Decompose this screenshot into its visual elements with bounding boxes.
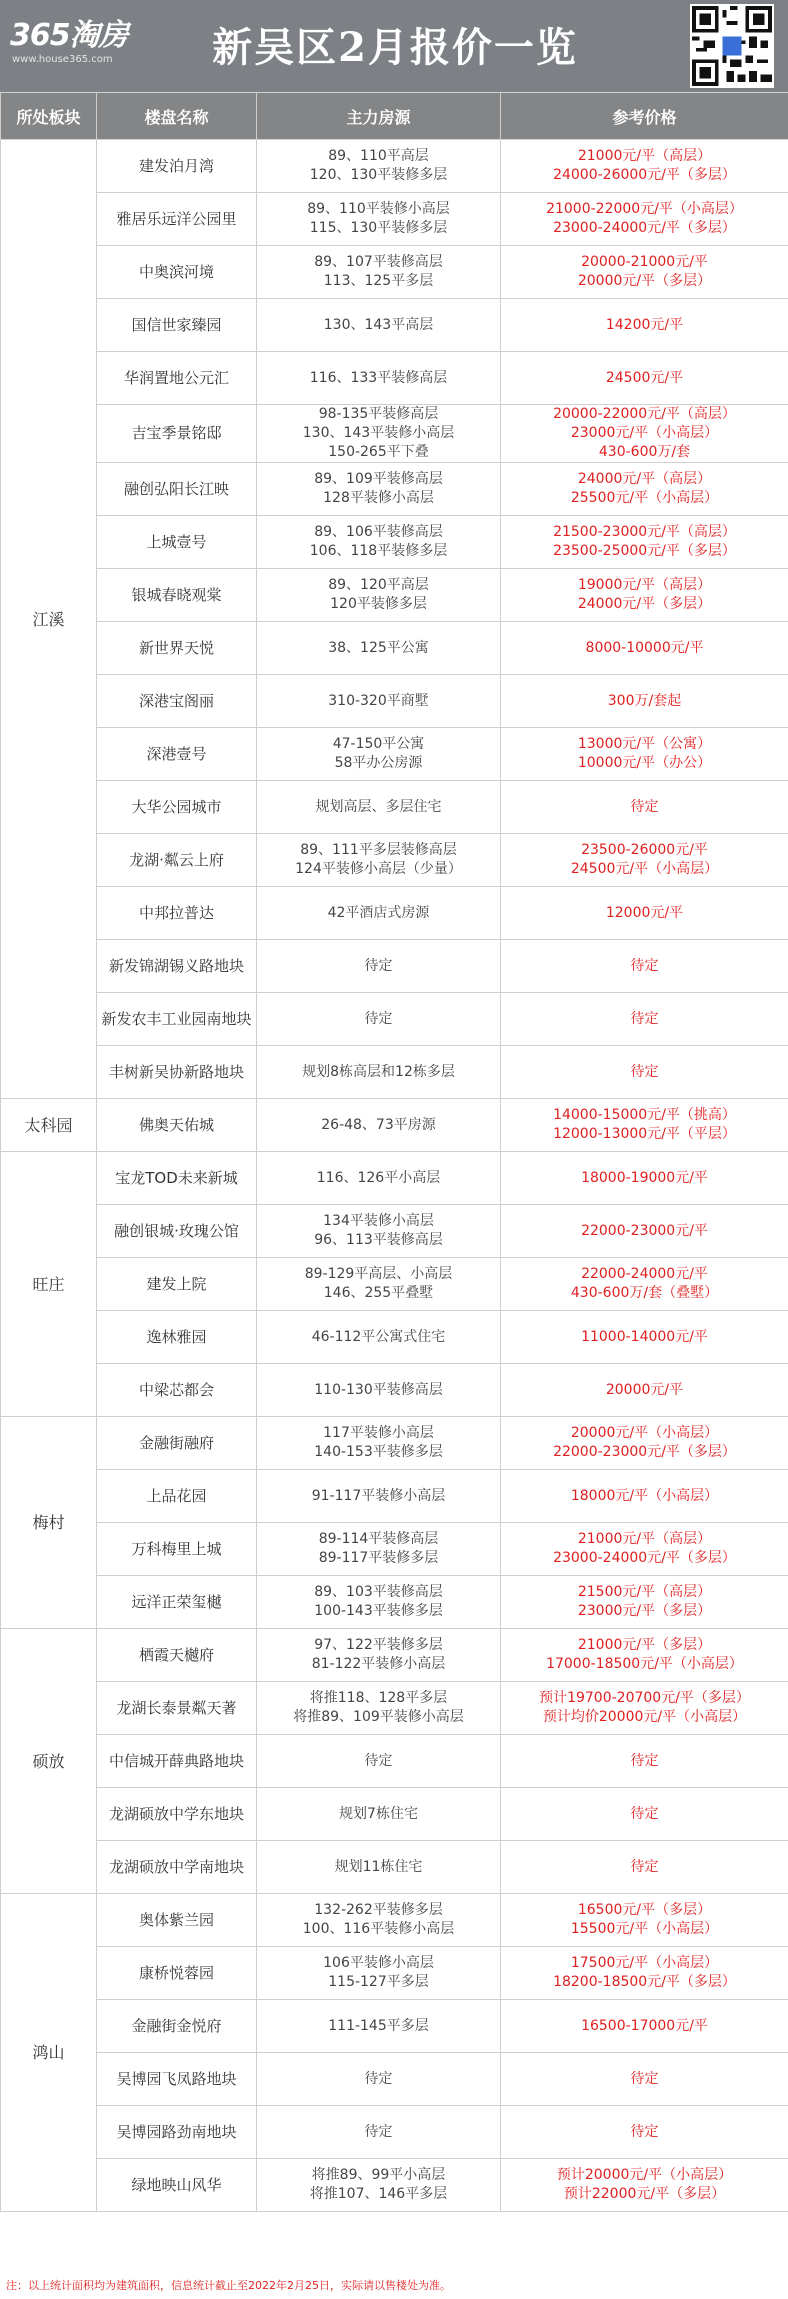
unit-line: 89、106平装修高层 <box>314 524 443 540</box>
unit-line: 将推107、146平多层 <box>309 2186 448 2202</box>
unit-line: 115、130平装修多层 <box>309 220 448 236</box>
project-name-cell: 龙湖硕放中学南地块 <box>97 1841 257 1894</box>
project-name-cell: 吴博园飞凤路地块 <box>97 2053 257 2106</box>
unit-line: 128平装修小高层 <box>323 490 434 506</box>
price-cell <box>501 1735 788 1788</box>
table-row <box>1 1629 788 1682</box>
project-name-cell: 万科梅里上城 <box>97 1523 257 1576</box>
main-units-cell <box>257 1470 501 1523</box>
table-row <box>1 299 788 352</box>
unit-line: 116、126平小高层 <box>316 1169 441 1186</box>
project-name-cell: 中奥滨河境 <box>97 246 257 299</box>
main-units-cell <box>257 516 501 569</box>
table-row <box>1 1364 788 1417</box>
project-name-cell: 逸林雅园 <box>97 1311 257 1364</box>
table-row <box>1 1470 788 1523</box>
column-header-price: 参考价格 <box>501 93 788 140</box>
price-cell <box>501 1894 788 1947</box>
qr-code-icon <box>690 4 774 88</box>
price-cell <box>501 1205 788 1258</box>
project-name-cell: 康桥悦蓉园 <box>97 1947 257 2000</box>
table-row <box>1 1258 788 1311</box>
price-line: 430-600万/套（叠墅） <box>570 1285 719 1301</box>
project-name-cell: 大华公园城市 <box>97 781 257 834</box>
unit-line: 89、109平装修高层 <box>314 471 443 487</box>
table-row <box>1 1841 788 1894</box>
unit-line: 96、113平装修高层 <box>314 1232 443 1248</box>
project-name-cell: 新世界天悦 <box>97 622 257 675</box>
price-line: 20000-21000元/平 <box>581 254 708 270</box>
unit-line: 89、107平装修高层 <box>314 254 443 270</box>
project-name-cell: 吉宝季景铭邸 <box>97 405 257 463</box>
main-units-cell <box>257 834 501 887</box>
main-units-cell <box>257 140 501 193</box>
project-name-cell: 奥体紫兰园 <box>97 1894 257 1947</box>
main-units-cell <box>257 887 501 940</box>
table-row <box>1 352 788 405</box>
table-header-row <box>1 93 788 140</box>
price-line: 20000-22000元/平（高层） <box>553 406 736 422</box>
unit-line: 待定 <box>364 1010 393 1027</box>
table-row <box>1 728 788 781</box>
project-name-cell: 中邦拉普达 <box>97 887 257 940</box>
price-line: 待定 <box>630 2123 659 2140</box>
table-row <box>1 1311 788 1364</box>
unit-line: 130、143平高层 <box>323 316 434 333</box>
unit-line: 89-129平高层、小高层 <box>304 1266 453 1282</box>
unit-line: 146、255平叠墅 <box>323 1285 434 1301</box>
price-line: 待定 <box>630 1063 659 1080</box>
price-cell <box>501 1523 788 1576</box>
price-cell <box>501 569 788 622</box>
price-line: 20000元/平（小高层） <box>570 1425 719 1441</box>
table-row <box>1 1576 788 1629</box>
project-name-cell: 宝龙TOD未来新城 <box>97 1152 257 1205</box>
price-cell <box>501 1788 788 1841</box>
project-name-cell: 上品花园 <box>97 1470 257 1523</box>
main-units-cell <box>257 1311 501 1364</box>
unit-line: 89、120平高层 <box>328 577 429 593</box>
unit-line: 待定 <box>364 957 393 974</box>
region-cell: 太科园 <box>1 1099 97 1152</box>
project-name-cell: 新发锦湖锡义路地块 <box>97 940 257 993</box>
price-table-container <box>0 92 788 2212</box>
unit-line: 待定 <box>364 2070 393 2087</box>
table-row <box>1 2000 788 2053</box>
project-name-cell: 银城春晓观棠 <box>97 569 257 622</box>
price-line: 23000元/平（多层） <box>577 1603 712 1619</box>
price-line: 22000-24000元/平 <box>581 1266 708 1282</box>
price-line: 22000-23000元/平 <box>581 1222 708 1239</box>
price-cell <box>501 463 788 516</box>
price-line: 待定 <box>630 1858 659 1875</box>
unit-line: 106、118平装修多层 <box>309 543 448 559</box>
unit-line: 116、133平装修高层 <box>309 369 448 386</box>
table-row <box>1 463 788 516</box>
project-name-cell: 吴博园路劲南地块 <box>97 2106 257 2159</box>
price-line: 预计均价20000元/平（小高层） <box>542 1709 747 1725</box>
price-line: 13000元/平（公寓） <box>577 736 712 752</box>
price-cell <box>501 728 788 781</box>
main-units-cell <box>257 246 501 299</box>
unit-line: 81-122平装修小高层 <box>311 1656 446 1672</box>
price-cell <box>501 352 788 405</box>
project-name-cell: 龙湖·粼云上府 <box>97 834 257 887</box>
main-units-cell <box>257 405 501 463</box>
price-line: 待定 <box>630 1752 659 1769</box>
main-units-cell <box>257 2053 501 2106</box>
page-title: 新吴区2月报价一览 <box>212 24 578 71</box>
table-row <box>1 781 788 834</box>
price-line: 20000元/平 <box>605 1381 684 1398</box>
main-units-cell <box>257 1417 501 1470</box>
unit-line: 规划11栋住宅 <box>334 1858 423 1875</box>
main-units-cell <box>257 1205 501 1258</box>
project-name-cell: 新发农丰工业园南地块 <box>97 993 257 1046</box>
price-line: 17000-18500元/平（小高层） <box>546 1656 743 1672</box>
brand-logo: 365淘房 <box>10 18 128 53</box>
table-row <box>1 1682 788 1735</box>
table-row <box>1 1152 788 1205</box>
main-units-cell <box>257 781 501 834</box>
unit-line: 89、110平高层 <box>328 148 429 164</box>
price-line: 24000元/平（高层） <box>577 471 712 487</box>
project-name-cell: 华润置地公元汇 <box>97 352 257 405</box>
unit-line: 将推118、128平多层 <box>309 1690 448 1706</box>
project-name-cell: 深港壹号 <box>97 728 257 781</box>
project-name-cell: 金融街融府 <box>97 1417 257 1470</box>
unit-line: 134平装修小高层 <box>323 1213 434 1229</box>
price-line: 待定 <box>630 2070 659 2087</box>
price-cell <box>501 1311 788 1364</box>
project-name-cell: 融创银城·玫瑰公馆 <box>97 1205 257 1258</box>
unit-line: 26-48、73平房源 <box>321 1116 436 1133</box>
project-name-cell: 深港宝阁丽 <box>97 675 257 728</box>
project-name-cell: 栖霞天樾府 <box>97 1629 257 1682</box>
price-cell <box>501 2106 788 2159</box>
price-cell <box>501 140 788 193</box>
column-header-name: 楼盘名称 <box>97 93 257 140</box>
table-row <box>1 1046 788 1099</box>
price-line: 预计22000元/平（多层） <box>563 2186 726 2202</box>
table-row <box>1 887 788 940</box>
price-line: 21500元/平（高层） <box>577 1584 712 1600</box>
price-cell <box>501 1152 788 1205</box>
project-name-cell: 金融街金悦府 <box>97 2000 257 2053</box>
price-cell <box>501 516 788 569</box>
price-cell <box>501 1046 788 1099</box>
price-line: 14000-15000元/平（挑高） <box>553 1107 736 1123</box>
price-line: 25500元/平（小高层） <box>570 490 719 506</box>
table-row <box>1 622 788 675</box>
unit-line: 将推89、109平装修小高层 <box>293 1709 464 1725</box>
main-units-cell <box>257 1099 501 1152</box>
project-name-cell: 绿地映山风华 <box>97 2159 257 2212</box>
unit-line: 38、125平公寓 <box>328 639 429 656</box>
price-line: 22000-23000元/平（多层） <box>553 1444 736 1460</box>
region-cell: 旺庄 <box>1 1152 97 1417</box>
unit-line: 46-112平公寓式住宅 <box>311 1328 446 1345</box>
table-row <box>1 2106 788 2159</box>
price-line: 10000元/平（办公） <box>577 755 712 771</box>
unit-line: 115-127平多层 <box>328 1974 429 1990</box>
project-name-cell: 丰树新吴协新路地块 <box>97 1046 257 1099</box>
main-units-cell <box>257 1788 501 1841</box>
table-body <box>1 140 788 2212</box>
unit-line: 111-145平多层 <box>328 2017 429 2034</box>
price-line: 8000-10000元/平 <box>585 639 704 656</box>
price-cell <box>501 2000 788 2053</box>
table-row <box>1 1205 788 1258</box>
unit-line: 89、111平多层装修高层 <box>300 842 457 858</box>
table-row <box>1 569 788 622</box>
price-line: 18000-19000元/平 <box>581 1169 708 1186</box>
price-line: 24000元/平（多层） <box>577 596 712 612</box>
unit-line: 124平装修小高层（少量） <box>295 861 462 877</box>
main-units-cell <box>257 1576 501 1629</box>
price-cell <box>501 940 788 993</box>
main-units-cell <box>257 569 501 622</box>
price-cell <box>501 405 788 463</box>
unit-line: 42平酒店式房源 <box>327 904 430 921</box>
unit-line: 110-130平装修高层 <box>314 1381 443 1398</box>
unit-line: 待定 <box>364 1752 393 1769</box>
table-row <box>1 140 788 193</box>
price-line: 21500-23000元/平（高层） <box>553 524 736 540</box>
footnote: 注：以上统计面积均为建筑面积，信息统计截止至2022年2月25日，实际请以售楼处为准。 <box>0 2272 788 2299</box>
main-units-cell <box>257 2106 501 2159</box>
table-row <box>1 246 788 299</box>
price-table <box>0 92 788 2212</box>
price-cell <box>501 1629 788 1682</box>
price-line: 300万/套起 <box>607 692 682 709</box>
main-units-cell <box>257 463 501 516</box>
project-name-cell: 建发上院 <box>97 1258 257 1311</box>
price-line: 待定 <box>630 957 659 974</box>
project-name-cell: 中梁芯都会 <box>97 1364 257 1417</box>
table-row <box>1 193 788 246</box>
price-cell <box>501 246 788 299</box>
price-cell <box>501 1841 788 1894</box>
main-units-cell <box>257 1682 501 1735</box>
table-row <box>1 405 788 463</box>
main-units-cell <box>257 728 501 781</box>
price-cell <box>501 1470 788 1523</box>
unit-line: 100-143平装修多层 <box>314 1603 443 1619</box>
table-row <box>1 675 788 728</box>
project-name-cell: 上城壹号 <box>97 516 257 569</box>
unit-line: 140-153平装修多层 <box>314 1444 443 1460</box>
table-row <box>1 1947 788 2000</box>
price-line: 23000-24000元/平（多层） <box>553 220 736 236</box>
header-banner <box>0 0 788 92</box>
price-line: 12000元/平 <box>605 904 684 921</box>
unit-line: 待定 <box>364 2123 393 2140</box>
unit-line: 98-135平装修高层 <box>318 406 439 422</box>
unit-line: 规划7栋住宅 <box>339 1805 418 1822</box>
unit-line: 120平装修多层 <box>330 596 427 612</box>
price-line: 12000-13000元/平（平层） <box>553 1126 736 1142</box>
main-units-cell <box>257 1152 501 1205</box>
price-line: 21000元/平（高层） <box>577 1531 712 1547</box>
price-cell <box>501 1682 788 1735</box>
main-units-cell <box>257 1523 501 1576</box>
price-cell <box>501 781 788 834</box>
main-units-cell <box>257 1894 501 1947</box>
main-units-cell <box>257 352 501 405</box>
unit-line: 130、143平装修小高层 <box>302 425 455 441</box>
price-cell <box>501 1947 788 2000</box>
table-row <box>1 1788 788 1841</box>
price-line: 14200元/平 <box>605 316 684 333</box>
price-cell <box>501 887 788 940</box>
unit-line: 132-262平装修多层 <box>314 1902 443 1918</box>
price-line: 18200-18500元/平（多层） <box>553 1974 736 1990</box>
price-line: 21000元/平（多层） <box>577 1637 712 1653</box>
table-row <box>1 1735 788 1788</box>
project-name-cell: 佛奥天佑城 <box>97 1099 257 1152</box>
price-line: 待定 <box>630 798 659 815</box>
unit-line: 150-265平下叠 <box>328 444 429 460</box>
project-name-cell: 龙湖长泰景粼天著 <box>97 1682 257 1735</box>
main-units-cell <box>257 1735 501 1788</box>
table-row <box>1 1417 788 1470</box>
unit-line: 将推89、99平小高层 <box>311 2167 446 2183</box>
price-cell <box>501 834 788 887</box>
main-units-cell <box>257 993 501 1046</box>
price-line: 16500-17000元/平 <box>581 2017 708 2034</box>
price-line: 待定 <box>630 1010 659 1027</box>
main-units-cell <box>257 1046 501 1099</box>
main-units-cell <box>257 1258 501 1311</box>
unit-line: 89、103平装修高层 <box>314 1584 443 1600</box>
region-cell: 鸿山 <box>1 1894 97 2212</box>
region-cell: 硕放 <box>1 1629 97 1894</box>
table-row <box>1 2053 788 2106</box>
unit-line: 89、110平装修小高层 <box>307 201 450 217</box>
price-cell <box>501 2159 788 2212</box>
project-name-cell: 融创弘阳长江映 <box>97 463 257 516</box>
table-row <box>1 2159 788 2212</box>
unit-line: 97、122平装修多层 <box>314 1637 443 1653</box>
price-line: 15500元/平（小高层） <box>570 1921 719 1937</box>
price-line: 预计20000元/平（小高层） <box>556 2167 733 2183</box>
price-line: 待定 <box>630 1805 659 1822</box>
unit-line: 100、116平装修小高层 <box>302 1921 455 1937</box>
price-cell <box>501 675 788 728</box>
price-cell <box>501 1576 788 1629</box>
unit-line: 310-320平商墅 <box>328 692 429 709</box>
unit-line: 106平装修小高层 <box>323 1955 434 1971</box>
main-units-cell <box>257 1629 501 1682</box>
project-name-cell: 中信城开薛典路地块 <box>97 1735 257 1788</box>
main-units-cell <box>257 2000 501 2053</box>
price-line: 23500-25000元/平（多层） <box>553 543 736 559</box>
unit-line: 规划高层、多层住宅 <box>315 798 442 815</box>
price-cell <box>501 299 788 352</box>
price-line: 19000元/平（高层） <box>577 577 712 593</box>
price-line: 24500元/平 <box>605 369 684 386</box>
unit-line: 89-114平装修高层 <box>318 1531 439 1547</box>
price-cell <box>501 1099 788 1152</box>
main-units-cell <box>257 1364 501 1417</box>
price-line: 21000-22000元/平（小高层） <box>546 201 743 217</box>
price-line: 23000元/平（小高层） <box>570 425 719 441</box>
column-header-source: 主力房源 <box>257 93 501 140</box>
table-row <box>1 940 788 993</box>
unit-line: 58平办公房源 <box>334 755 423 771</box>
unit-line: 规划8栋高层和12栋多层 <box>302 1063 455 1080</box>
project-name-cell: 国信世家臻园 <box>97 299 257 352</box>
unit-line: 117平装修小高层 <box>323 1425 434 1441</box>
main-units-cell <box>257 1841 501 1894</box>
region-cell: 江溪 <box>1 140 97 1099</box>
table-row <box>1 516 788 569</box>
price-cell <box>501 2053 788 2106</box>
table-row <box>1 993 788 1046</box>
project-name-cell: 远洋正荣玺樾 <box>97 1576 257 1629</box>
main-units-cell <box>257 940 501 993</box>
price-line: 18000元/平（小高层） <box>570 1487 719 1504</box>
main-units-cell <box>257 2159 501 2212</box>
price-line: 11000-14000元/平 <box>581 1328 708 1345</box>
price-line: 23000-24000元/平（多层） <box>553 1550 736 1566</box>
price-line: 24000-26000元/平（多层） <box>553 167 736 183</box>
price-cell <box>501 1417 788 1470</box>
main-units-cell <box>257 299 501 352</box>
region-cell: 梅村 <box>1 1417 97 1629</box>
price-line: 17500元/平（小高层） <box>570 1955 719 1971</box>
brand-url: www.house365.com <box>12 54 113 65</box>
main-units-cell <box>257 193 501 246</box>
price-cell <box>501 193 788 246</box>
price-cell <box>501 1364 788 1417</box>
unit-line: 91-117平装修小高层 <box>311 1487 446 1504</box>
table-row <box>1 1523 788 1576</box>
price-line: 21000元/平（高层） <box>577 148 712 164</box>
price-cell <box>501 622 788 675</box>
price-line: 24500元/平（小高层） <box>570 861 719 877</box>
price-line: 430-600万/套 <box>598 444 691 460</box>
price-line: 16500元/平（多层） <box>577 1902 712 1918</box>
main-units-cell <box>257 675 501 728</box>
column-header-region: 所处板块 <box>1 93 97 140</box>
project-name-cell: 雅居乐远洋公园里 <box>97 193 257 246</box>
table-row <box>1 1099 788 1152</box>
main-units-cell <box>257 622 501 675</box>
project-name-cell: 龙湖硕放中学东地块 <box>97 1788 257 1841</box>
price-cell <box>501 1258 788 1311</box>
unit-line: 47-150平公寓 <box>332 736 425 752</box>
unit-line: 113、125平多层 <box>323 273 434 289</box>
project-name-cell: 建发泊月湾 <box>97 140 257 193</box>
unit-line: 120、130平装修多层 <box>309 167 448 183</box>
price-line: 20000元/平（多层） <box>577 273 712 289</box>
price-cell <box>501 993 788 1046</box>
main-units-cell <box>257 1947 501 2000</box>
table-row <box>1 1894 788 1947</box>
price-line: 预计19700-20700元/平（多层） <box>539 1690 750 1706</box>
table-row <box>1 834 788 887</box>
price-line: 23500-26000元/平 <box>581 842 708 858</box>
unit-line: 89-117平装修多层 <box>318 1550 439 1566</box>
